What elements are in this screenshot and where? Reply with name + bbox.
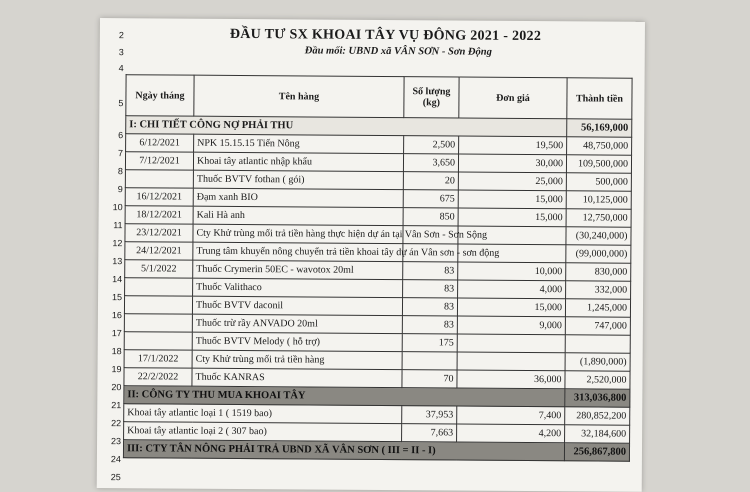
cell-total: 12,750,000 [566, 209, 631, 227]
row-number: 23 [110, 436, 122, 447]
cell-price: 19,500 [459, 136, 567, 155]
cell-price [457, 352, 565, 371]
cell-item: Thuốc trừ rầy ANVADO 20ml [192, 314, 402, 333]
row-number: 20 [111, 382, 122, 393]
cell-qty: 70 [402, 370, 457, 388]
cell-price: 15,000 [458, 208, 566, 227]
cell-total: 830,000 [566, 263, 631, 281]
cell-item: Khoai tây atlantic nhập khẩu [193, 152, 403, 171]
row-number: 19 [111, 364, 122, 375]
header-row [126, 75, 632, 120]
row-number: 4 [118, 63, 124, 74]
cell-qty: 83 [403, 280, 458, 298]
cell-date: 6/12/2021 [126, 134, 194, 152]
cell-date [125, 278, 193, 296]
cell-item: Thuốc BVTV fothan ( gói) [193, 170, 403, 189]
cell-item: Thuốc Valithaco [193, 278, 403, 297]
cell-qty: 2,500 [404, 136, 459, 154]
cell-item: Kali Hà anh [193, 206, 403, 225]
cell-qty: 175 [402, 334, 457, 352]
row-number: 13 [112, 256, 123, 267]
cell-price: 36,000 [457, 370, 565, 389]
cell-date [125, 170, 193, 188]
header-qty: Số lượng (kg) [404, 77, 459, 118]
cell-item: NPK 15.15.15 Tiến Nông [194, 134, 404, 153]
row-number: 14 [112, 274, 123, 285]
cell-price: 7,400 [457, 406, 565, 425]
row-number: 18 [111, 346, 122, 357]
cell-date: 18/12/2021 [125, 206, 193, 224]
header-date: Ngày tháng [126, 75, 194, 116]
row-number: 17 [111, 328, 122, 339]
document-subtitle: Đầu mối: UBND xã VÂN SƠN - Sơn Động [304, 45, 492, 58]
cell-item: Trung tâm khuyến nông chuyển trả tiền khoai tây dự án Vân sơn - sơn động [193, 242, 403, 261]
row-number: 21 [111, 400, 122, 411]
cell-item: Cty Khử trùng mối trả tiền hàng thực hiện dự án tại Vân Sơn - Sơn Sộng [193, 224, 403, 243]
row-number: 25 [110, 472, 121, 483]
cell-total: 109,500,000 [566, 155, 631, 173]
cell-date [124, 314, 192, 332]
row-number: 10 [112, 202, 123, 213]
section-total: 313,036,800 [565, 389, 630, 407]
cell-item: Cty Khử trùng mối trả tiền hàng [192, 350, 402, 369]
cell-date: 22/2/2022 [124, 368, 192, 386]
section-total: 256,867,800 [564, 443, 629, 461]
row-number: 9 [117, 184, 123, 195]
cell-price: 15,000 [458, 190, 566, 209]
cell-price: 4,200 [457, 424, 565, 443]
cell-total: 1,245,000 [565, 299, 630, 317]
cell-total: 500,000 [566, 173, 631, 191]
section-label: III: CTY TÂN NÔNG PHẢI TRẢ UBND XÃ VÂN SƠN ( III = II - I) [123, 440, 564, 461]
cell-total: 2,520,000 [565, 371, 630, 389]
row-number: 16 [111, 310, 122, 321]
cell-date [124, 296, 192, 314]
row-number: 22 [111, 418, 122, 429]
cell-item: Thuốc Crymerin 50EC - wavotox 20ml [193, 260, 403, 279]
cell-item: Thuốc BVTV Melody ( hỗ trợ) [192, 332, 402, 351]
cell-qty: 37,953 [402, 406, 457, 424]
cell-date: 7/12/2021 [125, 152, 193, 170]
section-label: II: CÔNG TY THU MUA KHOAI TÂY [124, 386, 565, 407]
cell-total: 332,000 [566, 281, 631, 299]
cell-price: 25,000 [458, 172, 566, 191]
cell-item: Khoai tây atlantic loại 2 ( 307 bao) [124, 422, 402, 442]
cell-total: (99,000,000) [566, 245, 631, 263]
document-title: ĐẦU TƯ SX KHOAI TÂY VỤ ĐÔNG 2021 - 2022 [229, 26, 542, 45]
header-price: Đơn giá [459, 77, 567, 119]
cell-qty: 20 [403, 172, 458, 190]
cell-qty: 3,650 [403, 154, 458, 172]
header-item: Tên hàng [194, 75, 404, 117]
row-number: 8 [117, 166, 123, 177]
row-number: 12 [112, 238, 123, 249]
cell-total [565, 335, 630, 353]
cell-date: 24/12/2021 [125, 242, 193, 260]
cell-qty: 675 [403, 190, 458, 208]
cell-price: 15,000 [457, 298, 565, 317]
debt-table [123, 74, 633, 462]
document-sheet [97, 18, 645, 492]
cell-price: 4,000 [458, 280, 566, 299]
row-number: 15 [112, 292, 123, 303]
cell-item: Khoai tây atlantic loại 1 ( 1519 bao) [124, 404, 402, 424]
section-label: I: CHI TIẾT CÔNG NỢ PHẢI THU [126, 116, 567, 137]
cell-item: Thuốc BVTV daconil [192, 296, 402, 315]
cell-total: 10,125,000 [566, 191, 631, 209]
row-number: 5 [118, 98, 124, 109]
cell-date: 17/1/2022 [124, 350, 192, 368]
cell-price: 10,000 [458, 262, 566, 281]
cell-total: 32,184,600 [565, 425, 630, 443]
row-number: 6 [118, 130, 124, 141]
cell-date [124, 332, 192, 350]
cell-date: 16/12/2021 [125, 188, 193, 206]
row-number: 2 [118, 30, 124, 41]
cell-date: 23/12/2021 [125, 224, 193, 242]
cell-qty: 83 [402, 298, 457, 316]
row-number: 11 [113, 220, 123, 231]
row-number: 24 [110, 454, 121, 465]
section-row [123, 440, 629, 462]
cell-total: 280,852,200 [565, 407, 630, 425]
cell-qty: 83 [403, 262, 458, 280]
cell-total: (30,240,000) [566, 227, 631, 245]
cell-price [457, 334, 565, 353]
cell-qty: 850 [403, 208, 458, 226]
cell-total: (1,890,000) [565, 353, 630, 371]
cell-qty: 7,663 [402, 424, 457, 442]
cell-total: 747,000 [565, 317, 630, 335]
cell-price: 30,000 [458, 154, 566, 173]
header-total: Thành tiền [567, 78, 632, 119]
cell-date: 5/1/2022 [125, 260, 193, 278]
row-number: 7 [118, 148, 124, 159]
cell-qty: 83 [402, 316, 457, 334]
row-number: 3 [118, 47, 124, 58]
section-total: 56,169,000 [567, 119, 632, 137]
cell-item: Thuốc KANRAS [192, 368, 402, 387]
cell-price: 9,000 [457, 316, 565, 335]
cell-total: 48,750,000 [567, 137, 632, 155]
cell-item: Đạm xanh BIO [193, 188, 403, 207]
cell-qty [402, 352, 457, 370]
